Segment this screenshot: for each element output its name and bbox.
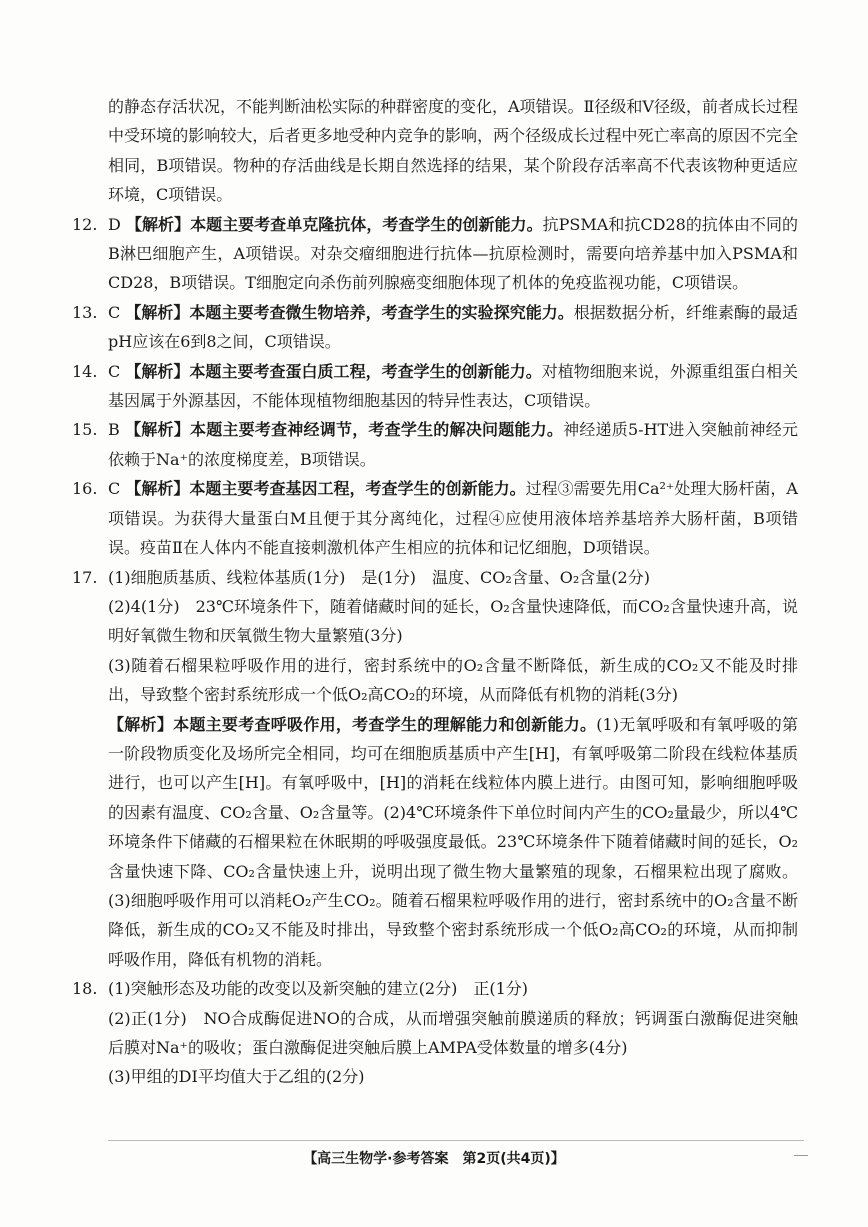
analysis-text: 神经递质5-HT进入突触前神经元依赖于Na⁺的浓度梯度差，B项错误。 [108, 420, 798, 469]
analysis-tag: 【解析】 [125, 214, 191, 234]
analysis-focus: 本题主要考查蛋白质工程，考查学生的创新能力。 [189, 361, 542, 381]
q18-part-1: (1)突触形态及功能的改变以及新突触的建立(2分) 正(1分) [108, 979, 528, 999]
q17-analysis [108, 710, 798, 975]
answer-letter: C [108, 479, 121, 499]
analysis-focus: 本题主要考查单克隆抗体，考查学生的创新能力。 [190, 214, 543, 234]
analysis-tag: 【解析】 [125, 302, 190, 322]
analysis-focus: 本题主要考查基因工程，考查学生的创新能力。 [189, 479, 526, 499]
q18-part-2: (2)正(1分) NO合成酶促进NO的合成，从而增强突触前膜递质的释放；钙调蛋白激酶促进突触后膜对Na⁺的吸收；蛋白激酶促进突触后膜上AMPA受体数量的增多(4分) [108, 1008, 798, 1057]
page-footer: 【高三生物学·参考答案 第2页(共4页)】 [303, 1151, 565, 1167]
q17-part-3: (3)随着石榴果粒呼吸作用的进行，密封系统中的O₂含量不断降低，新生成的CO₂又不能及时排出，导致整个密封系统形成一个低O₂高CO₂的环境，从而降低有机物的消耗(3分) [108, 655, 798, 705]
footer-divider [108, 1140, 804, 1141]
analysis-text: 对植物细胞来说，外源重组蛋白相关基因属于外源基因，不能体现植物细胞基因的特异性表达，C项错误。 [108, 361, 798, 411]
item-number: 13. [72, 302, 98, 322]
analysis-tag: 【解析】 [125, 361, 190, 381]
analysis-text: (1)无氧呼吸和有氧呼吸的第一阶段物质变化及场所完全相同，均可在细胞质基质中产生[H]，有氧呼吸第二阶段在线粒体基质进行，也可以产生[H]。有氧呼吸中，[H]的消耗在线粒体内膜上进行。由图可知，影响细胞呼吸的因素有温度、CO₂含量、O₂含量等。(2)4℃环境条件下单位时间内产生的CO₂量最少，所以4℃环境条件下储藏的石榴果粒在休眠期的呼吸强度最低。23℃环境条件下随着储藏时间的延长，O₂含量快速下降、CO₂含量快速上升，说明出现了微生物大量繁殖的现象，石榴果粒出现了腐败。(3)细胞呼吸作用可以消耗O₂产生CO₂。随着石榴果粒呼吸作用的进行，密封系统中的O₂含量不断降低，新生成的CO₂又不能及时排出，导致整个密封系统形成一个低O₂高CO₂的环境，从而抑制呼吸作用，降低有机物的消耗。 [108, 714, 798, 969]
answer-letter: C [108, 361, 121, 381]
corner-mark [794, 1155, 808, 1156]
analysis-text: 过程③需要先用Ca²⁺处理大肠杆菌，A项错误。为获得大量蛋白M且便于其分离纯化，过程④应使用液体培养基培养大肠杆菌，B项错误。疫苗Ⅱ在人体内不能直接刺激机体产生相应的抗体和记忆细胞，D项错误。 [108, 479, 798, 558]
item-number: 12. [72, 214, 98, 234]
answer-item-12 [72, 210, 798, 298]
answer-item-15 [72, 415, 798, 474]
item-number: 18. [72, 979, 98, 999]
analysis-text: 抗PSMA和抗CD28的抗体由不同的B淋巴细胞产生，A项错误。对杂交瘤细胞进行抗体—抗原检测时，需要向培养基中加入PSMA和CD28，B项错误。T细胞定向杀伤前列腺癌变细胞体现了机体的免疫监视功能，C项错误。 [108, 214, 798, 293]
analysis-tag: 【解析】 [108, 714, 174, 734]
analysis-tag: 【解析】 [125, 420, 190, 440]
answer-list [72, 210, 798, 1092]
continuation-paragraph: 的静态存活状况，不能判断油松实际的种群密度的变化，A项错误。Ⅱ径级和Ⅴ径级，前者成长过程中受环境的影响较大，后者更多地受种内竞争的影响，两个径级成长过程中死亡率高的原因不完全相同，B项错误。物种的存活曲线是长期自然选择的结果，某个阶段存活率高不代表该物种更适应环境，C项错误。 [108, 97, 798, 205]
analysis-text: 根据数据分析，纤维素酶的最适pH应该在6到8之间，C项错误。 [108, 302, 798, 352]
answer-letter: B [108, 420, 120, 440]
q17-part-2: (2)4(1分) 23℃环境条件下，随着储藏时间的延长，O₂含量快速降低，而CO₂含量快速升高，说明好氧微生物和厌氧微生物大量繁殖(3分) [108, 596, 798, 646]
item-number: 14. [72, 361, 98, 381]
q18-part-3: (3)甲组的DI平均值大于乙组的(2分) [108, 1067, 365, 1087]
item-number: 17. [72, 567, 98, 587]
answer-letter: D [108, 214, 121, 234]
analysis-focus: 本题主要考查神经调节，考查学生的解决问题能力。 [189, 420, 564, 440]
answer-item-16 [72, 474, 798, 562]
analysis-focus: 本题主要考查呼吸作用，考查学生的理解能力和创新能力。 [173, 714, 597, 734]
answer-letter: C [108, 302, 121, 322]
answer-item-18 [72, 974, 798, 1092]
answer-item-13 [72, 298, 798, 357]
item-number: 16. [72, 479, 98, 499]
answer-item-17 [72, 563, 798, 975]
answer-item-14 [72, 357, 798, 416]
item-number: 15. [72, 420, 98, 440]
analysis-tag: 【解析】 [125, 479, 190, 499]
analysis-focus: 本题主要考查微生物培养，考查学生的实验探究能力。 [189, 302, 574, 322]
q17-part-1: (1)细胞质基质、线粒体基质(1分) 是(1分) 温度、CO₂含量、O₂含量(2分) [108, 567, 650, 587]
